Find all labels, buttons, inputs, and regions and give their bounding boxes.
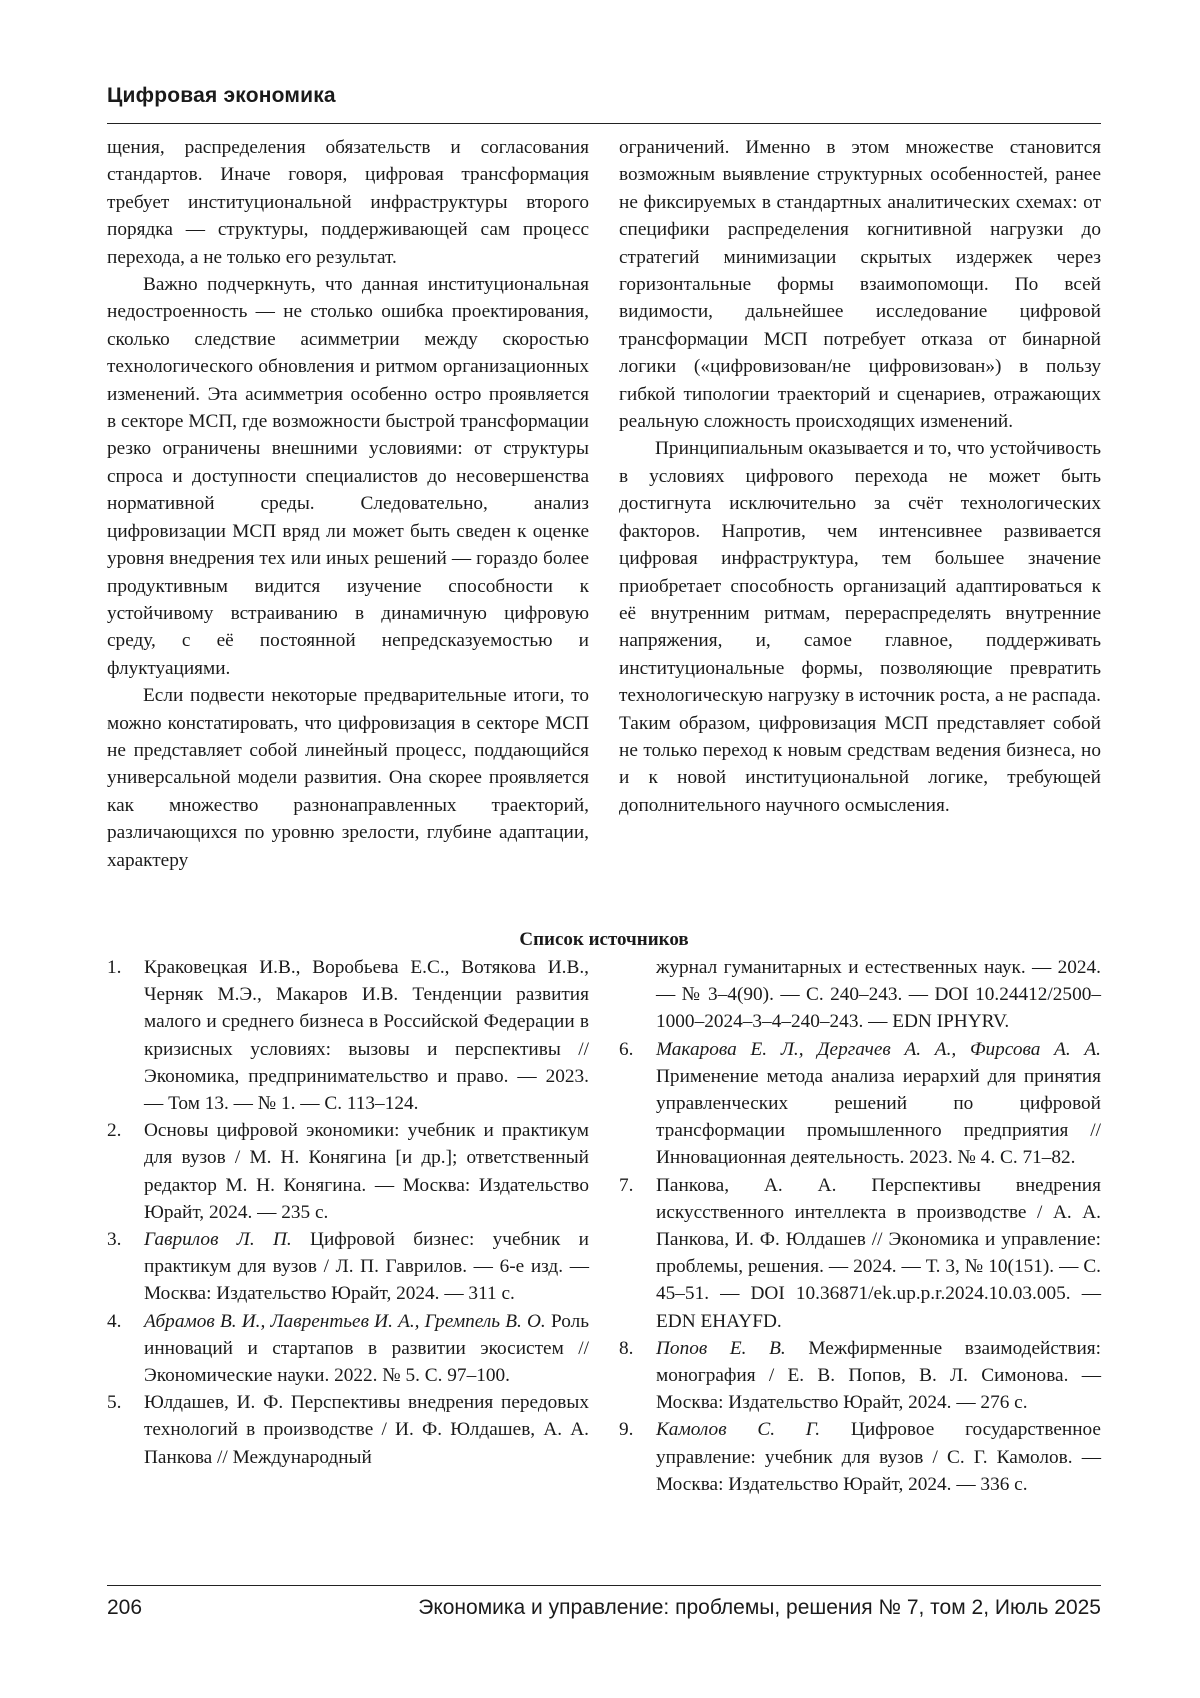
- reference-body: Цифровое государственное управление: учебник для вузов / С. Г. Камолов. — Москва: Издательство Юрайт, 2024. — 336 с.: [656, 1419, 1101, 1495]
- reference-body: Роль инноваций и стартапов в развитии экосистем // Экономические науки. 2022. № 5. С. 97–100.: [144, 1310, 589, 1387]
- reference-number: 8.: [619, 1337, 634, 1359]
- reference-text: [656, 1036, 1101, 1172]
- header-rule: [107, 123, 1101, 124]
- paragraph: Если подвести некоторые предварительные итоги, то можно констатировать, что цифровизация в секторе МСП не представляет собой линейный процесс, поддающийся универсальной модели развития. Она скорее проявляется как множество разнонаправленных траекторий, различающихся по уровню зрелости, глубине адаптации, характеру: [107, 685, 589, 871]
- reference-body: Панкова, А. А. Перспективы внедрения искусственного интеллекта в производстве / А. А. Панкова, И. Ф. Юлдашев // Экономика и управление: проблемы, решения. — 2024. — Т. 3, № 10(151). — С. 45–51. — DOI 10.36871/ek.up.p.r.2024.10.03.005. — EDN EHAYFD.: [656, 1174, 1101, 1332]
- reference-item: [619, 1036, 1101, 1172]
- paragraph: Принципиальным оказывается и то, что устойчивость в условиях цифрового перехода не может быть достигнута исключительно за счёт технологических факторов. Напротив, чем интенсивнее развивается цифровая инфраструктура, тем большее значение приобретает способность организаций адаптироваться к её внутренним ритмам, перераспределять внутренние напряжения, и, самое главное, поддерживать институциональные формы, позволяющие превратить технологическую нагрузку в источник роста, а не распада. Таким образом, цифровизация МСП представляет собой не только переход к новым средствам ведения бизнеса, но и к новой институциональной логике, требующей дополнительного научного осмысления.: [619, 438, 1101, 816]
- reference-number: 7.: [619, 1174, 634, 1196]
- reference-text: [144, 1117, 589, 1226]
- paragraph: Важно подчеркнуть, что данная институциональная недостроенность — не столько ошибка проектирования, сколько следствие асимметрии между скоростью технологического обновления и ритмом организационных изменений. Эта асимметрия особенно остро проявляется в секторе МСП, где возможности быстрой трансформации резко ограничены внешними условиями: от структуры спроса и доступности специалистов до несовершенства нормативной среды. Следовательно, анализ цифровизации МСП вряд ли может быть сведен к оценке уровня внедрения тех или иных решений — гораздо более продуктивным видится изучение способности к устойчивому встраиванию в динамичную цифровую среду, с её постоянной непредсказуемостью и флуктуациями.: [107, 274, 589, 679]
- paragraph: ограничений. Именно в этом множестве становится возможным выявление структурных особенностей, ранее не фиксируемых в стандартных аналитических схемах: от специфики распределения когнитивной нагрузки до стратегий минимизации скрытых издержек через горизонтальные формы взаимопомощи. По всей видимости, дальнейшее исследование цифровой трансформации МСП потребует отказа от бинарной логики («цифровизован/не цифровизован») в пользу гибкой типологии траекторий и сценариев, отражающих реальную сложность происходящих изменений.: [619, 137, 1101, 433]
- references-title: Список источников: [519, 929, 689, 950]
- reference-number: 9.: [619, 1419, 634, 1441]
- reference-body: Межфирменные взаимодействия: монография / Е. В. Попов, В. Л. Симонова. — Москва: Издательство Юрайт, 2024. — 276 с.: [656, 1337, 1101, 1414]
- document-page: [107, 0, 1101, 1698]
- reference-body: Краковецкая И.В., Воробьева Е.С., Вотякова И.В., Черняк М.Э., Макаров И.В. Тенденции развития малого и среднего бизнеса в Российской Федерации в кризисных условиях: вызовы и перспективы // Экономика, предпринимательство и право. — 2023. — Том 13. — № 1. — С. 113–124.: [144, 957, 589, 1115]
- reference-text: [144, 1389, 589, 1471]
- reference-authors: Камолов С. Г.: [656, 1419, 821, 1441]
- reference-authors: Гаврилов Л. П.: [144, 1229, 292, 1251]
- running-head: Цифровая экономика: [107, 84, 336, 107]
- reference-body: Юлдашев, И. Ф. Перспективы внедрения передовых технологий в производстве / И. Ф. Юлдашев, А. А. Панкова // Международный: [144, 1392, 589, 1468]
- reference-body: Цифровой бизнес: учебник и практикум для вузов / Л. П. Гаврилов. — 6-е изд. — Москва: Издательство Юрайт, 2024. — 311 с.: [144, 1229, 589, 1305]
- reference-number: 3.: [107, 1229, 122, 1251]
- right-column: [619, 134, 1101, 874]
- reference-item: [619, 1335, 1101, 1417]
- reference-authors: Макарова Е. Л., Дергачев А. А., Фирсова А. А.: [656, 1038, 1101, 1060]
- references-left: [107, 954, 589, 1498]
- reference-item: [107, 1308, 589, 1390]
- reference-item: [619, 1416, 1101, 1498]
- page-number: 206: [107, 1596, 143, 1619]
- reference-text: [656, 1416, 1101, 1498]
- reference-number: 2.: [107, 1120, 122, 1142]
- journal-title: Экономика и управление: проблемы, решения № 7, том 2, Июль 2025: [418, 1596, 1101, 1619]
- reference-item: [107, 954, 589, 1117]
- references-right: [619, 954, 1101, 1498]
- reference-text: [144, 1308, 589, 1390]
- reference-number: 6.: [619, 1038, 634, 1060]
- reference-text: [144, 1226, 589, 1308]
- reference-item: [107, 1226, 589, 1308]
- reference-item: [107, 1117, 589, 1226]
- left-column: [107, 134, 589, 874]
- reference-body: Основы цифровой экономики: учебник и практикум для вузов / М. Н. Конягина [и др.]; ответственный редактор М. Н. Конягина. — Москва: Издательство Юрайт, 2024. — 235 с.: [144, 1120, 589, 1223]
- reference-continuation: журнал гуманитарных и естественных наук. — 2024. — № 3–4(90). — С. 240–243. — DOI 10.24412/2500–1000–2024–3–4–240–243. — EDN IPHYRV.: [656, 957, 1101, 1033]
- reference-authors: Абрамов В. И., Лаврентьев И. А., Гремпель В. О.: [144, 1310, 546, 1332]
- reference-number: 5.: [107, 1392, 122, 1414]
- reference-item: [619, 1172, 1101, 1335]
- references-columns: [107, 954, 1101, 1498]
- page-footer: [107, 1596, 1101, 1620]
- reference-body: Применение метода анализа иерархий для принятия управленческих решений по цифровой трансформации промышленного предприятия // Инновационная деятельность. 2023. № 4. С. 71–82.: [656, 1065, 1101, 1169]
- reference-number: 1.: [107, 957, 122, 978]
- reference-text: [144, 954, 589, 1117]
- reference-number: 4.: [107, 1310, 122, 1332]
- reference-text: [656, 1335, 1101, 1417]
- reference-item: [107, 1389, 589, 1471]
- reference-authors: Попов Е. В.: [656, 1337, 786, 1359]
- paragraph: щения, распределения обязательств и согласования стандартов. Иначе говоря, цифровая трансформация требует институциональной инфраструктуры второго порядка — структуры, поддерживающей сам процесс перехода, а не только его результат.: [107, 137, 589, 268]
- footer-rule: [107, 1585, 1101, 1586]
- body-columns: [107, 134, 1101, 874]
- reference-text: [656, 1172, 1101, 1335]
